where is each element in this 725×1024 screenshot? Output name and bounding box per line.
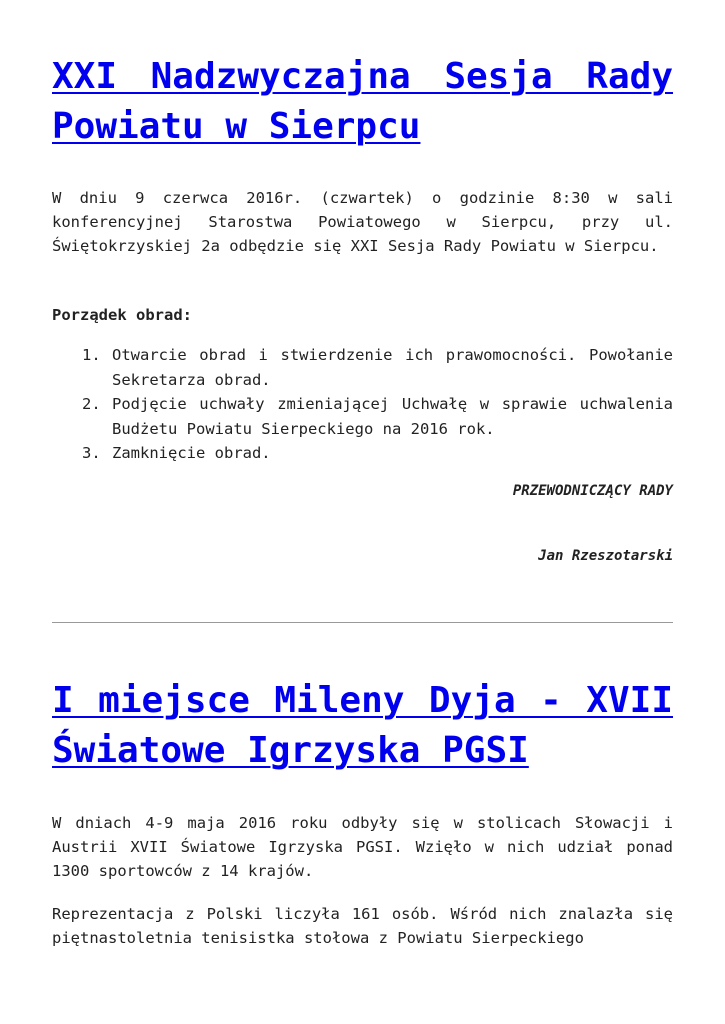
- agenda-list: [52, 343, 673, 466]
- post-intro-paragraph: W dniu 9 czerwca 2016r. (czwartek) o godzinie 8:30 w sali konferencyjnej Starostwa Powiatowego w Sierpcu, przy ul. Świętokrzyskiej 2a odbędzie się XXI Sesja Rady Powiatu w Sierpcu.: [52, 189, 673, 255]
- agenda-item: 1. Otwarcie obrad i stwierdzenie ich prawomocności. Powołanie Sekretarza obrad.: [110, 343, 673, 392]
- post-title-link[interactable]: XXI Nadzwyczajna Sesja Rady Powiatu w Sierpcu: [52, 56, 673, 147]
- post-title-sesja[interactable]: [52, 52, 673, 152]
- post-paragraph: W dniach 4-9 maja 2016 roku odbyły się w stolicach Słowacji i Austrii XVII Światowe Igrzyska PGSI. Wzięło w nich udział ponad 1300 sportowców z 14 krajów.: [52, 814, 673, 880]
- signature-role: PRZEWODNICZĄCY RADY: [512, 483, 673, 499]
- agenda-item: 2. Podjęcie uchwały zmieniającej Uchwałę w sprawie uchwalenia Budżetu Powiatu Sierpeckiego na 2016 rok.: [110, 392, 673, 441]
- agenda-heading: Porządek obrad:: [52, 306, 192, 324]
- agenda-item: 3. Zamknięcie obrad.: [110, 441, 673, 466]
- post-title-link[interactable]: I miejsce Mileny Dyja - XVII Światowe Igrzyska PGSI: [52, 680, 673, 771]
- signature-name: Jan Rzeszotarski: [538, 548, 673, 564]
- post-paragraph: Reprezentacja z Polski liczyła 161 osób. Wśród nich znalazła się piętnastoletnia tenisistka stołowa z Powiatu Sierpeckiego: [52, 905, 673, 947]
- post-divider: [52, 622, 673, 623]
- post-title-igrzyska[interactable]: [52, 676, 673, 776]
